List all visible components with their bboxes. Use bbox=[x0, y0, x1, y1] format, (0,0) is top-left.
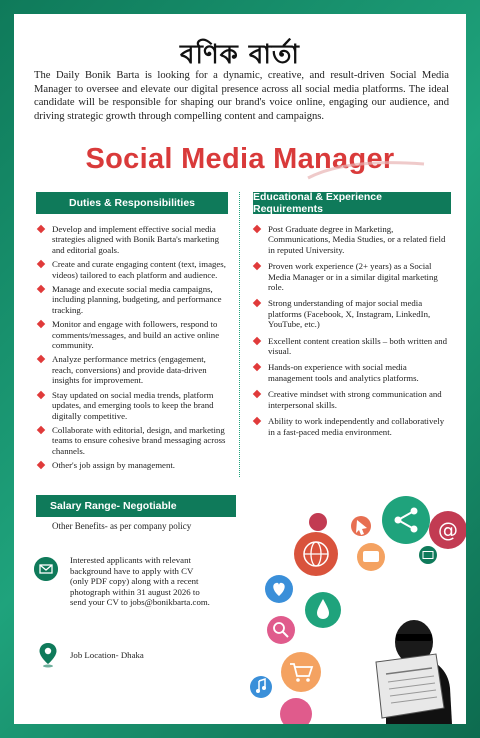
list-item: Creative mindset with strong communication and interpersonal skills. bbox=[254, 389, 451, 410]
diamond-bullet-icon bbox=[37, 461, 45, 469]
diamond-bullet-icon bbox=[37, 320, 45, 328]
intro-paragraph: The Daily Bonik Barta is looking for a dynamic, creative, and result-driven Social Media Manager to oversee and elevate our digital presence across all social media platforms. The ideal candidate will be responsible for shaping our brand's voice online, engaging our audience, and driving strategic growth through compelling content and campaigns. bbox=[34, 70, 449, 122]
list-item: Excellent content creation skills – both written and visual. bbox=[254, 336, 451, 357]
column-divider bbox=[239, 192, 240, 477]
game-controller-icon bbox=[309, 513, 327, 531]
diamond-bullet-icon bbox=[37, 225, 45, 233]
camera-icon bbox=[280, 698, 312, 724]
job-location: Job Location- Dhaka bbox=[70, 650, 144, 660]
diamond-bullet-icon bbox=[253, 363, 261, 371]
diamond-bullet-icon bbox=[253, 417, 261, 425]
envelope-icon bbox=[34, 557, 58, 581]
list-item: Create and curate engaging content (text, images, videos) tailored to each platform and audience. bbox=[38, 259, 228, 280]
duties-list bbox=[38, 224, 228, 475]
social-media-illustration bbox=[236, 482, 466, 724]
search-icon bbox=[267, 616, 295, 644]
diamond-bullet-icon bbox=[37, 390, 45, 398]
job-title: Social Media Manager bbox=[85, 143, 395, 175]
diamond-bullet-icon bbox=[37, 285, 45, 293]
diamond-bullet-icon bbox=[253, 262, 261, 270]
apply-instructions: Interested applicants with relevant background have to apply with CV (only PDF copy) along with a recent photograph within 31 august 2026 to send your CV to jobs@bonikbarta.com. bbox=[70, 555, 210, 608]
list-item: Analyze performance metrics (engagement, reach, conversions) and provide data-driven insights for improvement. bbox=[38, 354, 228, 385]
diamond-bullet-icon bbox=[253, 336, 261, 344]
newspaper-logo: বণিক বার্তা bbox=[180, 40, 300, 70]
requirements-heading: Educational & Experience Requirements bbox=[253, 192, 451, 214]
list-item: Post Graduate degree in Marketing, Communications, Media Studies, or a related field in reputed University. bbox=[254, 224, 451, 255]
job-advert bbox=[14, 14, 466, 724]
list-item: Monitor and engage with followers, respond to comments/messages, and build an active online community. bbox=[38, 319, 228, 350]
list-item: Ability to work independently and collaboratively in a fast-paced media environment. bbox=[254, 416, 451, 437]
list-item: Other's job assign by management. bbox=[38, 460, 228, 470]
list-item: Stay updated on social media trends, platform updates, and emerging tools to keep the brand digitally competitive. bbox=[38, 390, 228, 421]
diamond-bullet-icon bbox=[253, 299, 261, 307]
shopping-cart-icon bbox=[281, 652, 321, 692]
diamond-bullet-icon bbox=[253, 225, 261, 233]
svg-text:@: @ bbox=[438, 518, 458, 542]
location-pin-icon bbox=[38, 642, 58, 668]
list-item: Develop and implement effective social media strategies aligned with Bonik Barta's marketing and editorial goals. bbox=[38, 224, 228, 255]
envelope-icon bbox=[419, 546, 437, 564]
diamond-bullet-icon bbox=[37, 426, 45, 434]
benefits-text: Other Benefits- as per company policy bbox=[52, 521, 192, 531]
share-icon bbox=[382, 496, 430, 544]
list-item: Strong understanding of major social media platforms (Facebook, X, Instagram, LinkedIn, YouTube, etc.) bbox=[254, 298, 451, 329]
diamond-bullet-icon bbox=[253, 390, 261, 398]
list-item: Hands-on experience with social media management tools and analytics platforms. bbox=[254, 362, 451, 383]
list-item: Collaborate with editorial, design, and marketing teams to ensure cohesive brand messaging across channels. bbox=[38, 425, 228, 456]
requirements-list bbox=[254, 224, 451, 443]
list-item: Manage and execute social media campaigns, including planning, budgeting, and performance tracking. bbox=[38, 284, 228, 315]
list-item: Proven work experience (2+ years) as a Social Media Manager or in a similar digital marketing role. bbox=[254, 261, 451, 292]
headline-swoosh-decoration bbox=[306, 154, 426, 184]
diamond-bullet-icon bbox=[37, 260, 45, 268]
salary-heading: Salary Range- Negotiable bbox=[36, 495, 236, 517]
duties-heading: Duties & Responsibilities bbox=[36, 192, 228, 214]
diamond-bullet-icon bbox=[37, 355, 45, 363]
music-note-icon bbox=[250, 676, 272, 698]
